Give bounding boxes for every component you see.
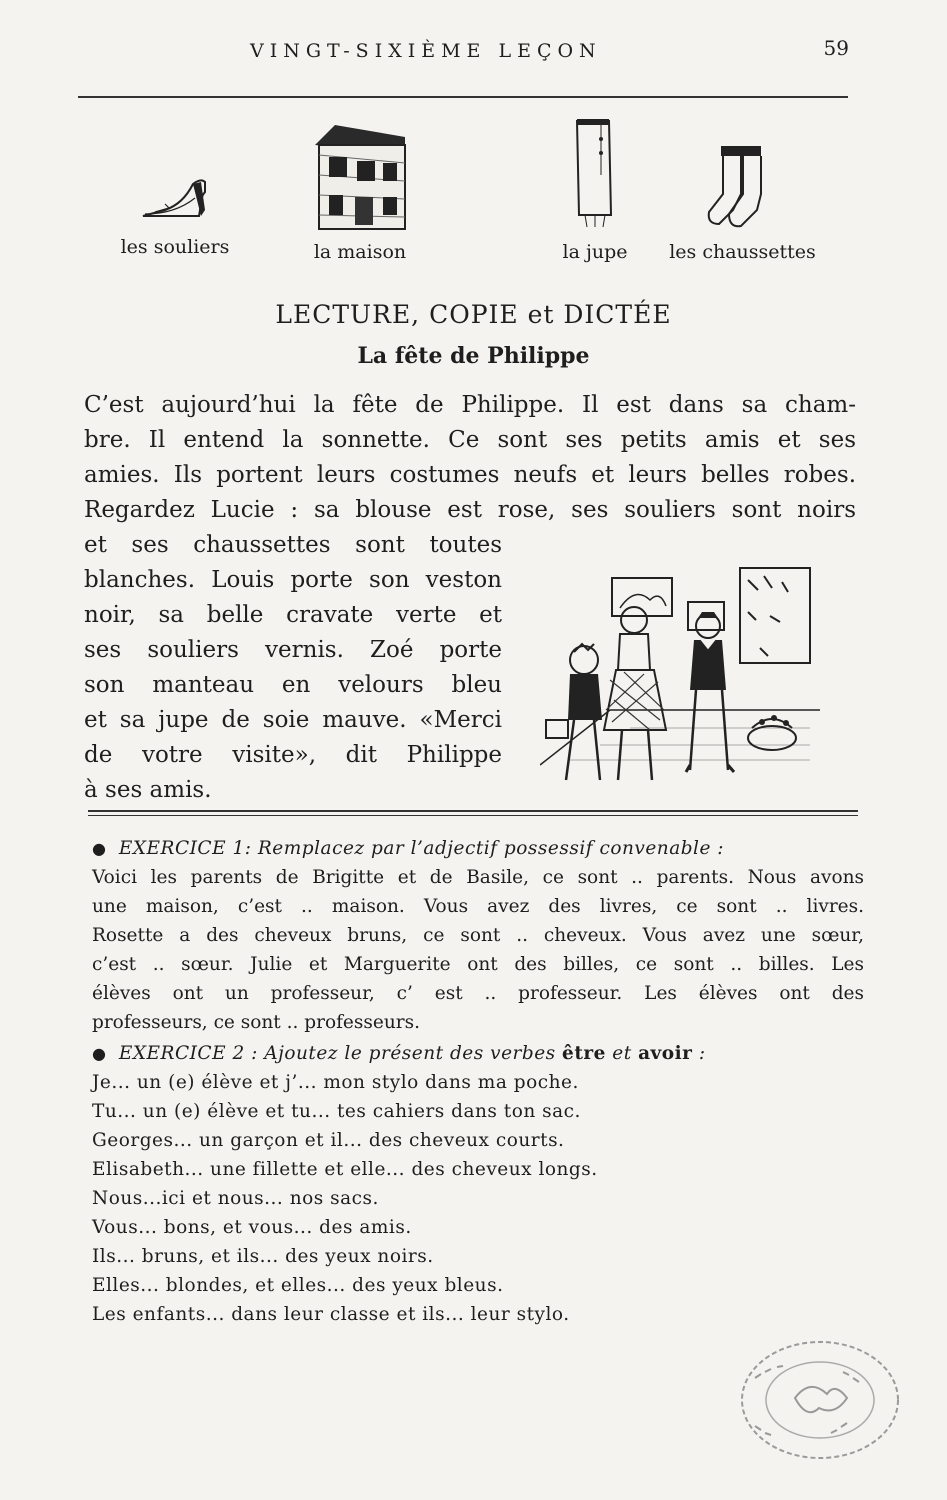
running-head: VINGT-SIXIÈME LEÇON <box>250 40 602 62</box>
page-number: 59 <box>823 36 849 60</box>
section-title: LECTURE, COPIE et DICTÉE <box>275 300 672 329</box>
story-line: noir, sa belle cravate verte et <box>84 602 502 628</box>
section-divider-bottom <box>88 815 858 816</box>
vocab-item-souliers <box>105 170 245 258</box>
exercise2-label: EXERCICE 2 : <box>118 1043 258 1064</box>
vocab-label: les souliers <box>120 236 230 258</box>
story-line: de votre visite», dit Philippe <box>84 742 502 768</box>
vocab-label: la maison <box>313 241 407 263</box>
story-line: à ses amis. <box>84 777 212 803</box>
exercise1-line: élèves ont un professeur, c’ est .. professeur. Les élèves ont des <box>92 983 864 1004</box>
vocab-item-maison <box>290 115 430 263</box>
section-divider-top <box>88 810 858 812</box>
exercise2-line: Nous...ici et nous... nos sacs. <box>92 1188 379 1209</box>
bullet-icon: ● <box>92 839 107 858</box>
exercise1-line: c’est .. sœur. Julie et Marguerite ont des billes, ce sont .. billes. Les <box>92 954 864 975</box>
exercise1-line: Rosette a des cheveux bruns, ce sont .. cheveux. Vous avez une sœur, <box>92 925 864 946</box>
exercise2-line: Ils... bruns, et ils... des yeux noirs. <box>92 1246 434 1267</box>
exercise2-text <box>92 1068 867 1329</box>
library-stamp <box>735 1338 905 1463</box>
exercise1-line: professeurs, ce sont .. professeurs. <box>92 1012 420 1033</box>
header-rule <box>78 96 848 98</box>
skirt-icon <box>565 115 625 235</box>
exercise2-line: Tu... un (e) élève et tu... tes cahiers dans ton sac. <box>92 1101 581 1122</box>
exercise2-heading <box>92 1043 867 1064</box>
exercise2-line: Elisabeth... une fillette et elle... des cheveux longs. <box>92 1159 598 1180</box>
exercise1-text <box>92 863 867 1037</box>
story-line: et sa jupe de soie mauve. «Merci <box>84 707 502 733</box>
bullet-icon: ● <box>92 1044 107 1063</box>
vocab-label: les chaussettes <box>669 241 816 263</box>
exercises <box>92 838 867 1329</box>
story-line: ses souliers vernis. Zoé porte <box>84 637 502 663</box>
story-title: La fête de Philippe <box>357 343 590 369</box>
exercise2-colon: : <box>698 1043 706 1064</box>
exercise2-line: Je... un (e) élève et j’... mon stylo dans ma poche. <box>92 1072 579 1093</box>
exercise2-line: Georges... un garçon et il... des cheveux courts. <box>92 1130 565 1151</box>
exercise1-heading <box>92 838 867 859</box>
story-line: amies. Ils portent leurs costumes neufs et leurs belles robes. <box>84 462 856 488</box>
story-line: bre. Il entend la sonnette. Ce sont ses petits amis et ses <box>84 427 856 453</box>
story-line: blanches. Louis porte son veston <box>84 567 502 593</box>
exercise2-verb-avoir: avoir <box>638 1043 693 1064</box>
vocab-item-chaussettes <box>655 140 830 263</box>
exercise2-connector: et <box>612 1043 632 1064</box>
exercise2-line: Elles... blondes, et elles... des yeux bleus. <box>92 1275 504 1296</box>
exercise1-label: EXERCICE 1: <box>118 838 252 859</box>
story-line: Regardez Lucie : sa blouse est rose, ses souliers sont noirs <box>84 497 856 523</box>
socks-icon <box>703 140 783 235</box>
exercise2-verb-etre: être <box>562 1043 606 1064</box>
vocabulary-illustrations <box>95 115 855 290</box>
house-icon <box>305 115 415 235</box>
exercise2-instruction: Ajoutez le présent des verbes <box>264 1043 556 1064</box>
vocab-item-jupe <box>525 115 665 263</box>
birthday-party-illustration <box>540 560 820 795</box>
shoe-icon <box>135 170 215 230</box>
story-line: et ses chaussettes sont toutes <box>84 532 502 558</box>
story-line: C’est aujourd’hui la fête de Philippe. Il est dans sa cham- <box>84 392 856 418</box>
story-line: son manteau en velours bleu <box>84 672 502 698</box>
exercise1-line: une maison, c’est .. maison. Vous avez des livres, ce sont .. livres. <box>92 896 864 917</box>
exercise1-line: Voici les parents de Brigitte et de Basile, ce sont .. parents. Nous avons <box>92 867 864 888</box>
exercise2-line: Vous... bons, et vous... des amis. <box>92 1217 412 1238</box>
vocab-label: la jupe <box>562 241 628 263</box>
exercise2-line: Les enfants... dans leur classe et ils... leur stylo. <box>92 1304 570 1325</box>
exercise1-instruction: Remplacez par l’adjectif possessif convenable : <box>257 838 725 859</box>
